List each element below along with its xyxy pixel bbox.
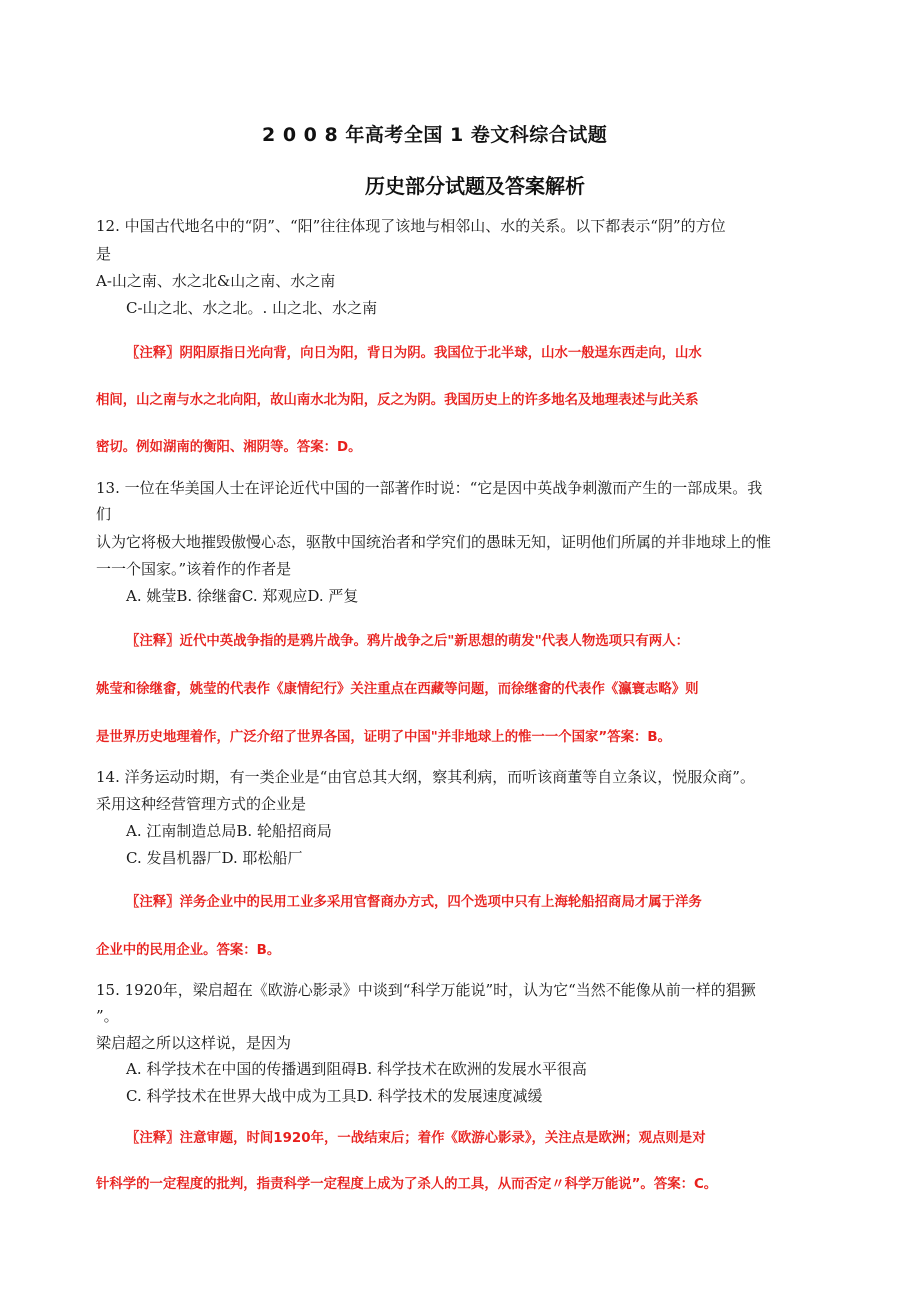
question-14-stem-line-1: 14. 洋务运动时期，有一类企业是“由官总其大纲，察其利病，而听该商董等自立条议，悦服众商”。 — [96, 768, 755, 786]
page-subtitle: 历史部分试题及答案解析 — [365, 174, 585, 198]
question-12-note-line-2: 相间，山之南与水之北向阳，故山南水北为阳，反之为阴。我国历史上的许多地名及地理表述与此关系 — [96, 393, 699, 408]
question-13-stem-line-2: 们 — [96, 505, 112, 523]
question-15-note-line-2: 针科学的一定程度的批判，指责科学一定程度上成为了杀人的工具，从而否定〃科学万能说”。答案：C。 — [96, 1177, 718, 1192]
question-12-stem-line-1: 12. 中国古代地名中的“阴”、“阳”往往体现了该地与相邻山、水的关系。以下都表示“阴”的方位 — [96, 217, 726, 235]
question-14-note-line-2: 企业中的民用企业。答案：B。 — [96, 943, 281, 958]
question-15-option-line-2: C. 科学技术在世界大战中成为工具D. 科学技术的发展速度减缓 — [126, 1087, 543, 1105]
question-13-stem-line-3: 认为它将极大地摧毁傲慢心态，驱散中国统治者和学究们的愚昧无知，证明他们所属的并非地球上的惟 — [96, 533, 772, 551]
question-13-note-line-2: 姚莹和徐继畬，姚莹的代表作《康情纪行》关注重点在西藏等问题，而徐继畬的代表作《瀛寰志略》则 — [96, 682, 699, 697]
question-12-option-line-2: C-山之北、水之北。. 山之北、水之南 — [126, 299, 378, 317]
question-13-option-line-1: A. 姚莹B. 徐继畲C. 郑观应D. 严复 — [126, 587, 359, 605]
question-15-stem-line-1: 15. 1920年，梁启超在《欧游心影录》中谈到“科学万能说”时，认为它“当然不能像从前一样的猖獗 — [96, 981, 756, 999]
question-15-option-line-1: A. 科学技术在中国的传播遇到阻碍B. 科学技术在欧洲的发展水平很高 — [126, 1060, 587, 1078]
question-14-option-line-1: A. 江南制造总局B. 轮船招商局 — [126, 822, 332, 840]
question-14-stem-line-2: 采用这种经营管理方式的企业是 — [96, 795, 307, 813]
question-15-note-line-1: 〖注释〗注意审题，时间1920年，一战结束后；着作《欧游心影录》，关注点是欧洲；观点则是对 — [126, 1131, 706, 1146]
question-12-option-line-1: A-山之南、水之北&山之南、水之南 — [96, 272, 336, 290]
question-14-note-line-1: 〖注释〗洋务企业中的民用工业多采用官督商办方式，四个选项中只有上海轮船招商局才属于洋务 — [126, 895, 702, 910]
question-14-option-line-2: C. 发昌机器厂D. 耶松船厂 — [126, 849, 303, 867]
question-15-stem-line-2: ”。 — [96, 1007, 119, 1025]
question-15-stem-line-3: 梁启超之所以这样说，是因为 — [96, 1034, 292, 1052]
question-12-stem-line-2: 是 — [96, 245, 112, 263]
question-12-note-line-3: 密切。例如湖南的衡阳、湘阴等。答案：D。 — [96, 440, 362, 455]
page-title: 2 0 0 8 年高考全国 1 卷文科综合试题 — [262, 124, 608, 146]
question-13-note-line-3: 是世界历史地理着作，广泛介绍了世界各国，证明了中国"并非地球上的惟一一个国家”答案：B。 — [96, 730, 671, 745]
question-13-stem-line-1: 13. 一位在华美国人士在评论近代中国的一部著作时说：“它是因中英战争刺激而产生的一部成果。我 — [96, 479, 763, 497]
question-13-note-line-1: 〖注释〗近代中英战争指的是鸦片战争。鸦片战争之后"新思想的萌发"代表人物选项只有两人： — [126, 634, 689, 649]
question-13-stem-line-4: 一一个国家。”该着作的作者是 — [96, 560, 292, 578]
question-12-note-line-1: 〖注释〗阴阳原指日光向背，向日为阳，背日为阴。我国位于北半球，山水一般逞东西走向，山水 — [126, 346, 702, 361]
